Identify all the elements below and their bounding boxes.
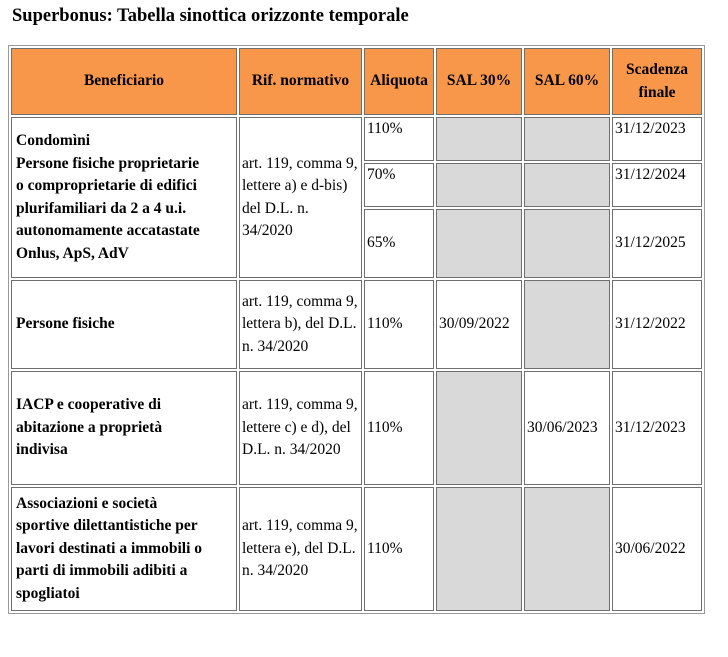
aliquota-cell: 70%	[364, 163, 434, 207]
sal-30-cell	[436, 487, 522, 611]
scadenza-cell: 31/12/2024	[612, 163, 702, 207]
table-row	[11, 371, 702, 485]
rif-normativo-cell: art. 119, comma 9, lettera b), del D.L. n. 34/2020	[239, 280, 362, 369]
header-rif-normativo: Rif. normativo	[239, 48, 362, 115]
beneficiario-cell: IACP e cooperative di abitazione a proprietà indivisa	[11, 371, 237, 485]
header-scadenza-finale: Scadenza finale	[612, 48, 702, 115]
table-row	[11, 280, 702, 369]
sal-60-cell	[524, 163, 610, 207]
aliquota-cell: 110%	[364, 371, 434, 485]
header-row	[11, 48, 702, 115]
scadenza-cell: 31/12/2023	[612, 371, 702, 485]
page-title: Superbonus: Tabella sinottica orizzonte temporale	[12, 6, 409, 26]
sal-30-cell: 30/09/2022	[436, 280, 522, 369]
table-row	[11, 487, 702, 611]
sal-30-cell	[436, 209, 522, 278]
scadenza-cell: 31/12/2022	[612, 280, 702, 369]
header-sal-30: SAL 30%	[436, 48, 522, 115]
scadenza-cell: 31/12/2025	[612, 209, 702, 278]
sal-60-cell	[524, 487, 610, 611]
sal-30-cell	[436, 163, 522, 207]
beneficiario-cell: Condomìni Persone fisiche proprietarie o comproprietarie di edifici plurifamiliari da 2 a 4 u.i. autonomamente accatastate Onlus, ApS, AdV	[11, 117, 237, 278]
rif-normativo-cell: art. 119, comma 9, lettere c) e d), del D.L. n. 34/2020	[239, 371, 362, 485]
aliquota-cell: 110%	[364, 280, 434, 369]
rif-normativo-cell: art. 119, comma 9, lettera e), del D.L. n. 34/2020	[239, 487, 362, 611]
sal-30-cell	[436, 117, 522, 161]
scadenza-cell: 30/06/2022	[612, 487, 702, 611]
header-sal-60: SAL 60%	[524, 48, 610, 115]
rif-normativo-cell: art. 119, comma 9, lettere a) e d-bis) del D.L. n. 34/2020	[239, 117, 362, 278]
header-aliquota: Aliquota	[364, 48, 434, 115]
aliquota-cell: 110%	[364, 487, 434, 611]
scadenza-cell: 31/12/2023	[612, 117, 702, 161]
header-beneficiario: Beneficiario	[11, 48, 237, 115]
aliquota-cell: 65%	[364, 209, 434, 278]
timeline-table	[8, 45, 705, 614]
table-row	[11, 117, 702, 161]
sal-60-cell: 30/06/2023	[524, 371, 610, 485]
beneficiario-cell: Associazioni e società sportive dilettantistiche per lavori destinati a immobili o parti di immobili adibiti a spogliatoi	[11, 487, 237, 611]
sal-60-cell	[524, 117, 610, 161]
sal-60-cell	[524, 280, 610, 369]
aliquota-cell: 110%	[364, 117, 434, 161]
sal-30-cell	[436, 371, 522, 485]
beneficiario-cell: Persone fisiche	[11, 280, 237, 369]
sal-60-cell	[524, 209, 610, 278]
